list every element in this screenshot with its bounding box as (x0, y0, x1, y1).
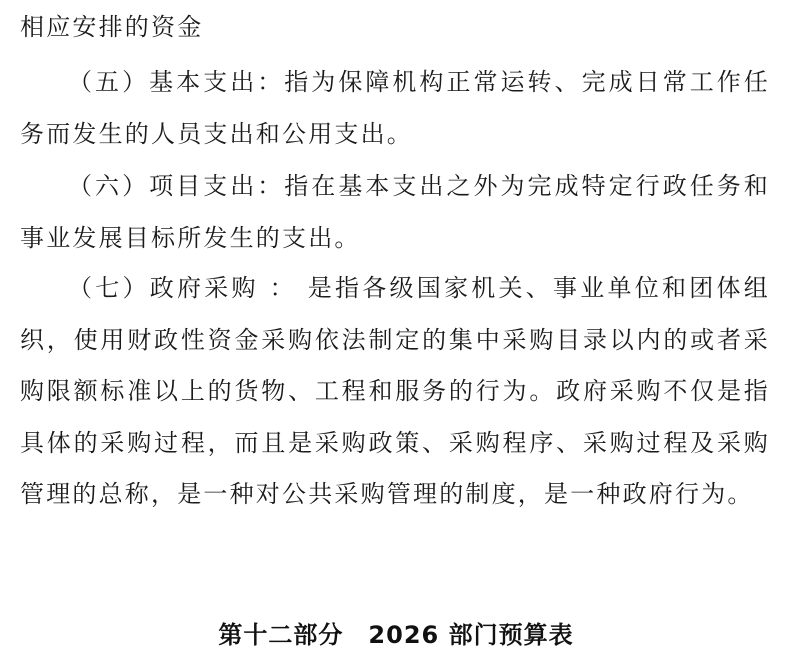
paragraph-basic-expenditure: （五）基本支出：指为保障机构正常运转、完成日常工作任务而发生的人员支出和公用支出。 (20, 68, 770, 148)
part-title: 第十二部分 2026 部门预算表 (218, 621, 574, 649)
paragraph-government-procurement: （七）政府采购 ： 是指各级国家机关、事业单位和团体组织，使用财政性资金采购依法制定的集中采购目录以内的或者采购限额标准以上的货物、工程和服务的行为。政府采购不仅是指具体的采购过程，而且是采购政策、采购程序、采购过程及采购管理的总称，是一种对公共采购管理的制度，是一种政府行为。 (20, 274, 770, 508)
paragraph-continuation: 相应安排的资金 (20, 13, 204, 41)
paragraph-project-expenditure: （六）项目支出：指在基本支出之外为完成特定行政任务和事业发展目标所发生的支出。 (20, 172, 770, 252)
